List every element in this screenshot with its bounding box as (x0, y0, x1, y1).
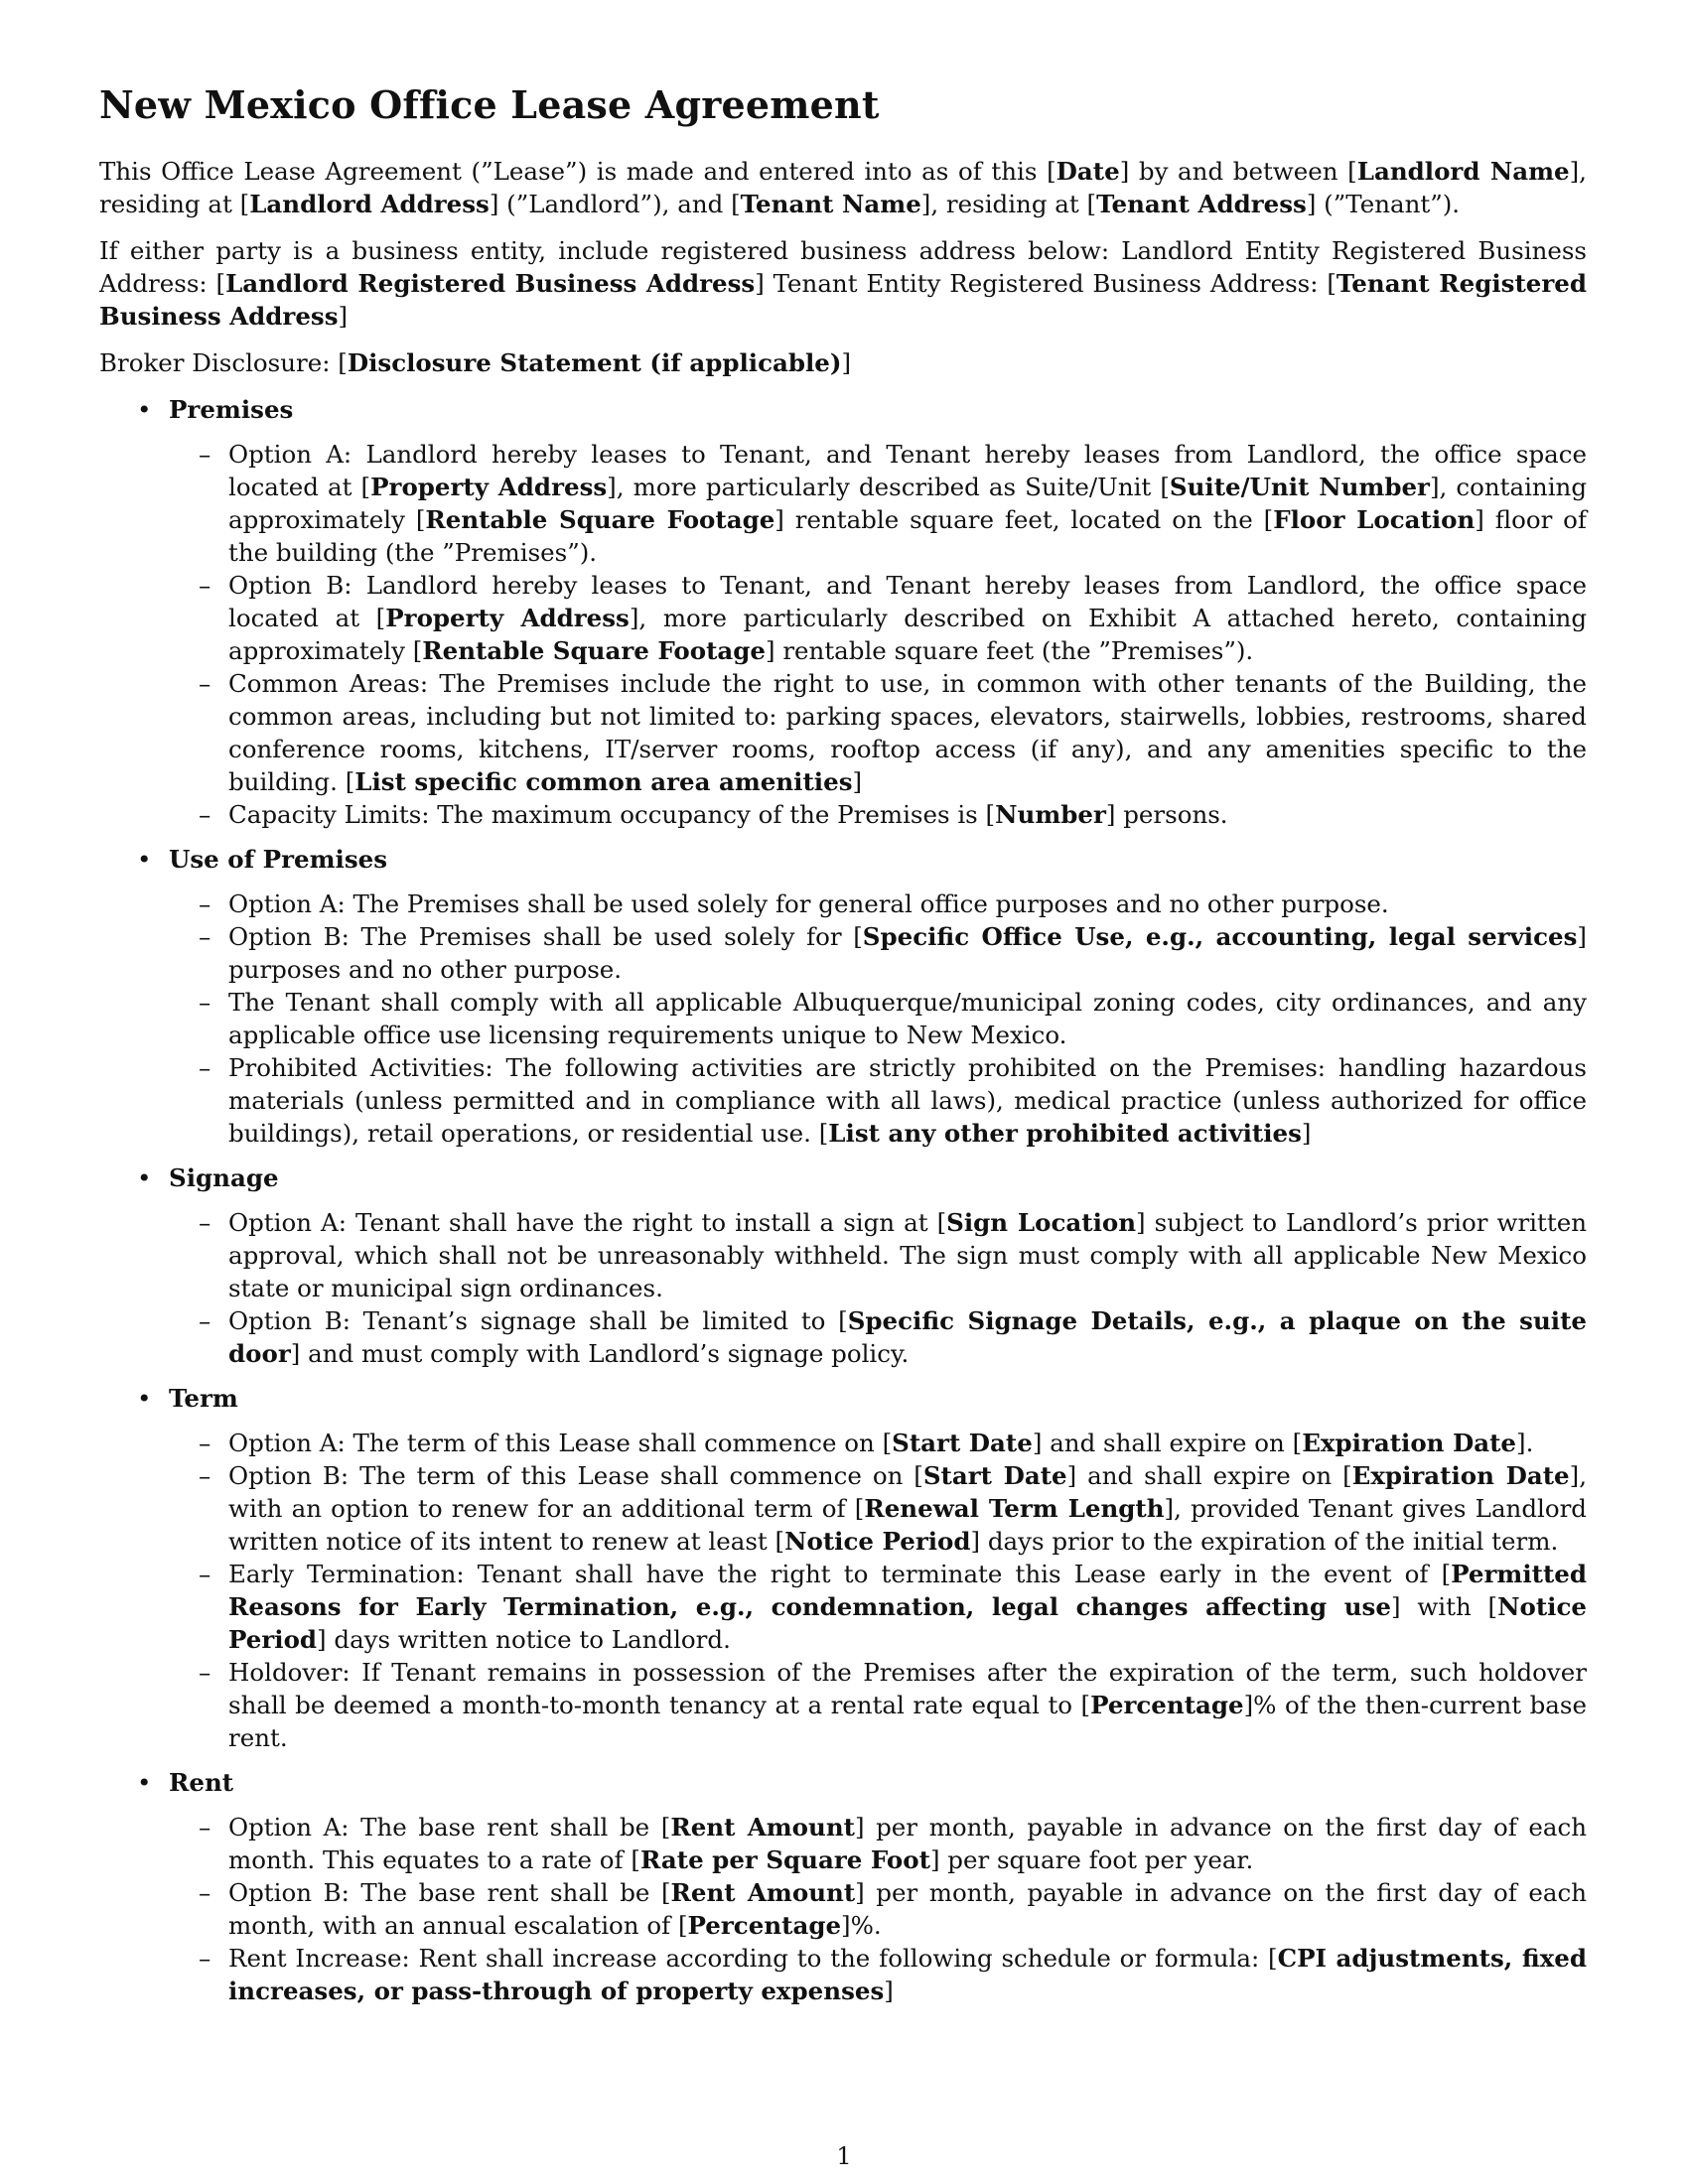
placeholder-field: Landlord Address (249, 190, 490, 218)
text-run: ] (”Landlord”), and [ (489, 190, 741, 218)
text-run: ] floor of the building (the ”Premises”). (228, 505, 1587, 567)
dash-bullet-icon: – (199, 889, 211, 918)
clause-text (228, 1813, 1587, 1874)
placeholder-field: Renewal Term Length (864, 1494, 1165, 1523)
placeholder-field: Tenant Address (1096, 190, 1307, 218)
clause-item (169, 1811, 1587, 1876)
text-run: ] and shall expire on [ (1032, 1429, 1303, 1457)
clause-item (169, 1304, 1587, 1370)
placeholder-field: Disclosure Statement (if applicable) (347, 348, 842, 377)
text-run: ], provided Tenant gives Landlord written notice of its intent to renew at least [ (228, 1494, 1587, 1556)
bullet-icon: • (137, 1384, 152, 1413)
clause-list (169, 1427, 1587, 1754)
text-run: If either party is a business entity, include registered business address below: Landlord Entity Registered Business Address: [ (99, 236, 1587, 298)
clause-list (169, 1206, 1587, 1370)
placeholder-field: List any other prohibited activities (828, 1119, 1302, 1148)
text-run: ] days written notice to Landlord. (317, 1625, 731, 1654)
text-run: ] and must comply with Landlord’s signage policy. (290, 1339, 910, 1368)
placeholder-field: Expiration Date (1302, 1429, 1517, 1457)
text-run: ], more particularly described on Exhibit A attached hereto, containing approximately [ (228, 604, 1588, 665)
clause-text (228, 922, 1587, 984)
clause-list (169, 1811, 1587, 2007)
page-number: 1 (836, 2142, 852, 2170)
text-run: Option A: Tenant shall have the right to install a sign at [ (228, 1208, 947, 1237)
text-run: ], more particularly described as Suite/Unit [ (607, 473, 1170, 501)
text-run: ] per square foot per year. (929, 1845, 1254, 1874)
section-rent (99, 1766, 1587, 2007)
dash-bullet-icon: – (199, 1658, 211, 1687)
text-run: ] with [ (1390, 1592, 1498, 1621)
clause-item (169, 1876, 1587, 1942)
dash-bullet-icon: – (199, 1461, 211, 1490)
text-run: ] per month, payable in advance on the first day of each month. This equates to a rate of [ (228, 1813, 1587, 1874)
placeholder-field: Notice Period (228, 1592, 1587, 1654)
text-run: Early Termination: Tenant shall have the right to terminate this Lease early in the event of [ (228, 1560, 1452, 1588)
text-run: Prohibited Activities: The following activities are strictly prohibited on the Premises: handling hazardous materials (unless permitted and in compliance with all laws), medical practice (unless authorized for office buildings), retail operations, or residential use. [ (228, 1053, 1587, 1148)
clause-text (228, 1208, 1587, 1302)
dash-bullet-icon: – (199, 800, 211, 829)
text-run: This Office Lease Agreement (”Lease”) is made and entered into as of this (99, 157, 1048, 186)
bullet-icon: • (137, 395, 152, 424)
placeholder-field: Property Address (385, 604, 630, 632)
clause-text (228, 988, 1587, 1049)
clause-item (169, 667, 1587, 798)
clause-item (169, 438, 1587, 569)
clause-text (228, 1461, 1587, 1556)
placeholder-field: Property Address (370, 473, 608, 501)
clause-text (228, 1560, 1587, 1654)
clause-item (169, 1427, 1587, 1459)
clause-list (169, 438, 1587, 831)
text-run: ], containing approximately [ (228, 473, 1588, 534)
clause-text (228, 571, 1587, 665)
text-run: ] (852, 767, 863, 796)
clause-text (228, 1306, 1587, 1368)
text-run: ] Tenant Entity Registered Business Address: [ (755, 269, 1336, 298)
dash-bullet-icon: – (199, 988, 211, 1017)
section-heading: Signage (169, 1163, 279, 1192)
placeholder-field: Expiration Date (1351, 1461, 1570, 1490)
section-heading: Premises (169, 395, 294, 424)
clause-list (169, 887, 1587, 1150)
placeholder-field: Floor Location (1273, 505, 1476, 534)
section-term (99, 1382, 1587, 1754)
text-run: ] rentable square feet, located on the [ (774, 505, 1274, 534)
clause-item (169, 1459, 1587, 1558)
placeholder-field: Number (995, 800, 1106, 829)
placeholder-field: Landlord Name (1356, 157, 1570, 186)
text-run: Option B: Tenant’s signage shall be limited to [ (228, 1306, 848, 1335)
section-use-of-premises (99, 843, 1587, 1150)
text-run: ]% of the then-current base rent. (228, 1691, 1587, 1752)
dash-bullet-icon: – (199, 669, 211, 698)
text-run: ] purposes and no other purpose. (228, 922, 1587, 984)
dash-bullet-icon: – (199, 440, 211, 469)
clause-text (228, 669, 1587, 796)
text-run: ]%. (841, 1911, 882, 1940)
bullet-icon: • (137, 1163, 152, 1192)
placeholder-field: Tenant Name (740, 190, 921, 218)
intro-paragraph-broker-disclosure (99, 346, 1587, 379)
section-heading: Term (169, 1384, 238, 1413)
text-run: ] by and between [ (1119, 157, 1357, 186)
text-run: ] subject to Landlord’s prior written approval, which shall not be unreasonably withheld. The sign must comply with all applicable New Mexico state or municipal sign ordinances. (228, 1208, 1587, 1302)
clause-text (228, 1053, 1587, 1148)
text-run: Option B: The term of this Lease shall commence on [ (228, 1461, 923, 1490)
placeholder-field: Sign Location (946, 1208, 1137, 1237)
text-run: ] (841, 348, 852, 377)
clause-item (169, 569, 1587, 667)
intro-paragraph-parties (99, 155, 1587, 220)
text-run: ] per month, payable in advance on the first day of each month, with an annual escalation of [ (228, 1878, 1587, 1940)
clause-item (169, 1051, 1587, 1150)
text-run: ] rentable square feet (the ”Premises”). (766, 636, 1254, 665)
dash-bullet-icon: – (199, 1053, 211, 1082)
clause-item (169, 887, 1587, 920)
text-run: Option A: The term of this Lease shall commence on [ (228, 1429, 893, 1457)
placeholder-field: Rent Amount (670, 1878, 856, 1907)
text-run: Option A: The base rent shall be [ (228, 1813, 671, 1842)
clause-text (228, 800, 1228, 829)
placeholder-field: Suite/Unit Number (1169, 473, 1430, 501)
dash-bullet-icon: – (199, 1944, 211, 1973)
clause-item (169, 798, 1587, 831)
placeholder-field: Rentable Square Footage (422, 636, 766, 665)
clause-item (169, 1558, 1587, 1656)
text-run: Rent Increase: Rent shall increase according to the following schedule or formula: [ (228, 1944, 1278, 1973)
dash-bullet-icon: – (199, 1306, 211, 1335)
clause-text (228, 1658, 1587, 1752)
text-run: Broker Disclosure: [ (99, 348, 348, 377)
text-run: ] (”Tenant”). (1306, 190, 1461, 218)
placeholder-field: Specific Office Use, e.g., accounting, legal services (862, 922, 1578, 951)
clause-item (169, 986, 1587, 1051)
clause-text (228, 440, 1587, 567)
text-run: ] days prior to the expiration of the initial term. (970, 1527, 1559, 1556)
placeholder-field: Permitted Reasons for Early Termination, e.g., condemnation, legal changes affecting use (228, 1560, 1587, 1621)
clause-text (228, 1878, 1587, 1940)
section-heading: Rent (169, 1768, 234, 1797)
dash-bullet-icon: – (199, 1560, 211, 1588)
text-run: ]. (1516, 1429, 1534, 1457)
intro-paragraph-business-address (99, 234, 1587, 333)
placeholder-field: Notice Period (784, 1527, 971, 1556)
text-run: ] persons. (1105, 800, 1228, 829)
lease-sections-list (99, 393, 1587, 2007)
placeholder-field: Rent Amount (670, 1813, 855, 1842)
dash-bullet-icon: – (199, 922, 211, 951)
placeholder-field: Percentage (1090, 1691, 1244, 1719)
clause-item (169, 1656, 1587, 1754)
section-premises (99, 393, 1587, 831)
clause-text (228, 1944, 1587, 2005)
dash-bullet-icon: – (199, 1429, 211, 1457)
text-run: Option B: The Premises shall be used solely for [ (228, 922, 863, 951)
text-run: Common Areas: The Premises include the right to use, in common with other tenants of the Building, the common areas, including but not limited to: parking spaces, elevators, stairwells, lobbies, restrooms, shared conference rooms, kitchens, IT/server rooms, rooftop access (if any), and any amenities specific to the building. [ (228, 669, 1587, 796)
dash-bullet-icon: – (199, 1813, 211, 1842)
section-heading: Use of Premises (169, 845, 388, 874)
placeholder-field: Specific Signage Details, e.g., a plaque on the suite door (228, 1306, 1587, 1368)
placeholder-field: CPI adjustments, fixed increases, or pass-through of property expenses (228, 1944, 1587, 2005)
placeholder-field: Rentable Square Footage (425, 505, 775, 534)
placeholder-field: Date (1055, 157, 1120, 186)
text-run: Option B: The base rent shall be [ (228, 1878, 671, 1907)
dash-bullet-icon: – (199, 1878, 211, 1907)
placeholder-field: Start Date (922, 1461, 1067, 1490)
text-run: Option A: The Premises shall be used solely for general office purposes and no other purpose. (228, 889, 1389, 918)
placeholder-field: List specific common area amenities (354, 767, 853, 796)
placeholder-field: Rate per Square Foot (639, 1845, 930, 1874)
text-run: ], residing at [ (99, 157, 1587, 218)
document-body (99, 83, 1587, 2019)
text-run: ] (338, 302, 349, 331)
text-run: ], residing at [ (920, 190, 1097, 218)
text-run: [ (1047, 157, 1056, 186)
text-run: ] and shall expire on [ (1066, 1461, 1352, 1490)
section-signage (99, 1161, 1587, 1370)
placeholder-field: Percentage (687, 1911, 842, 1940)
clause-text (228, 1429, 1533, 1457)
text-run: Capacity Limits: The maximum occupancy of the Premises is [ (228, 800, 996, 829)
clause-item (169, 1942, 1587, 2007)
dash-bullet-icon: – (199, 1208, 211, 1237)
text-run: The Tenant shall comply with all applicable Albuquerque/municipal zoning codes, city ordinances, and any applicable office use licensing requirements unique to New Mexico. (228, 988, 1587, 1049)
placeholder-field: Tenant Registered Business Address (99, 269, 1588, 331)
bullet-icon: • (137, 1768, 152, 1797)
text-run: Option A: Landlord hereby leases to Tenant, and Tenant hereby leases from Landlord, the office space located at [ (228, 440, 1587, 501)
clause-text (228, 889, 1389, 918)
bullet-icon: • (137, 845, 152, 874)
text-run: ] (884, 1977, 894, 2005)
text-run: ], with an option to renew for an additional term of [ (228, 1461, 1587, 1523)
text-run: Holdover: If Tenant remains in possession of the Premises after the expiration of the term, such holdover shall be deemed a month-to-month tenancy at a rental rate equal to [ (228, 1658, 1587, 1719)
text-run: Option B: Landlord hereby leases to Tenant, and Tenant hereby leases from Landlord, the office space located at [ (228, 571, 1587, 632)
text-run: ] (1301, 1119, 1312, 1148)
placeholder-field: Start Date (892, 1429, 1033, 1457)
dash-bullet-icon: – (199, 571, 211, 600)
document-title: New Mexico Office Lease Agreement (99, 82, 880, 127)
placeholder-field: Landlord Registered Business Address (225, 269, 756, 298)
clause-item (169, 920, 1587, 986)
clause-item (169, 1206, 1587, 1304)
